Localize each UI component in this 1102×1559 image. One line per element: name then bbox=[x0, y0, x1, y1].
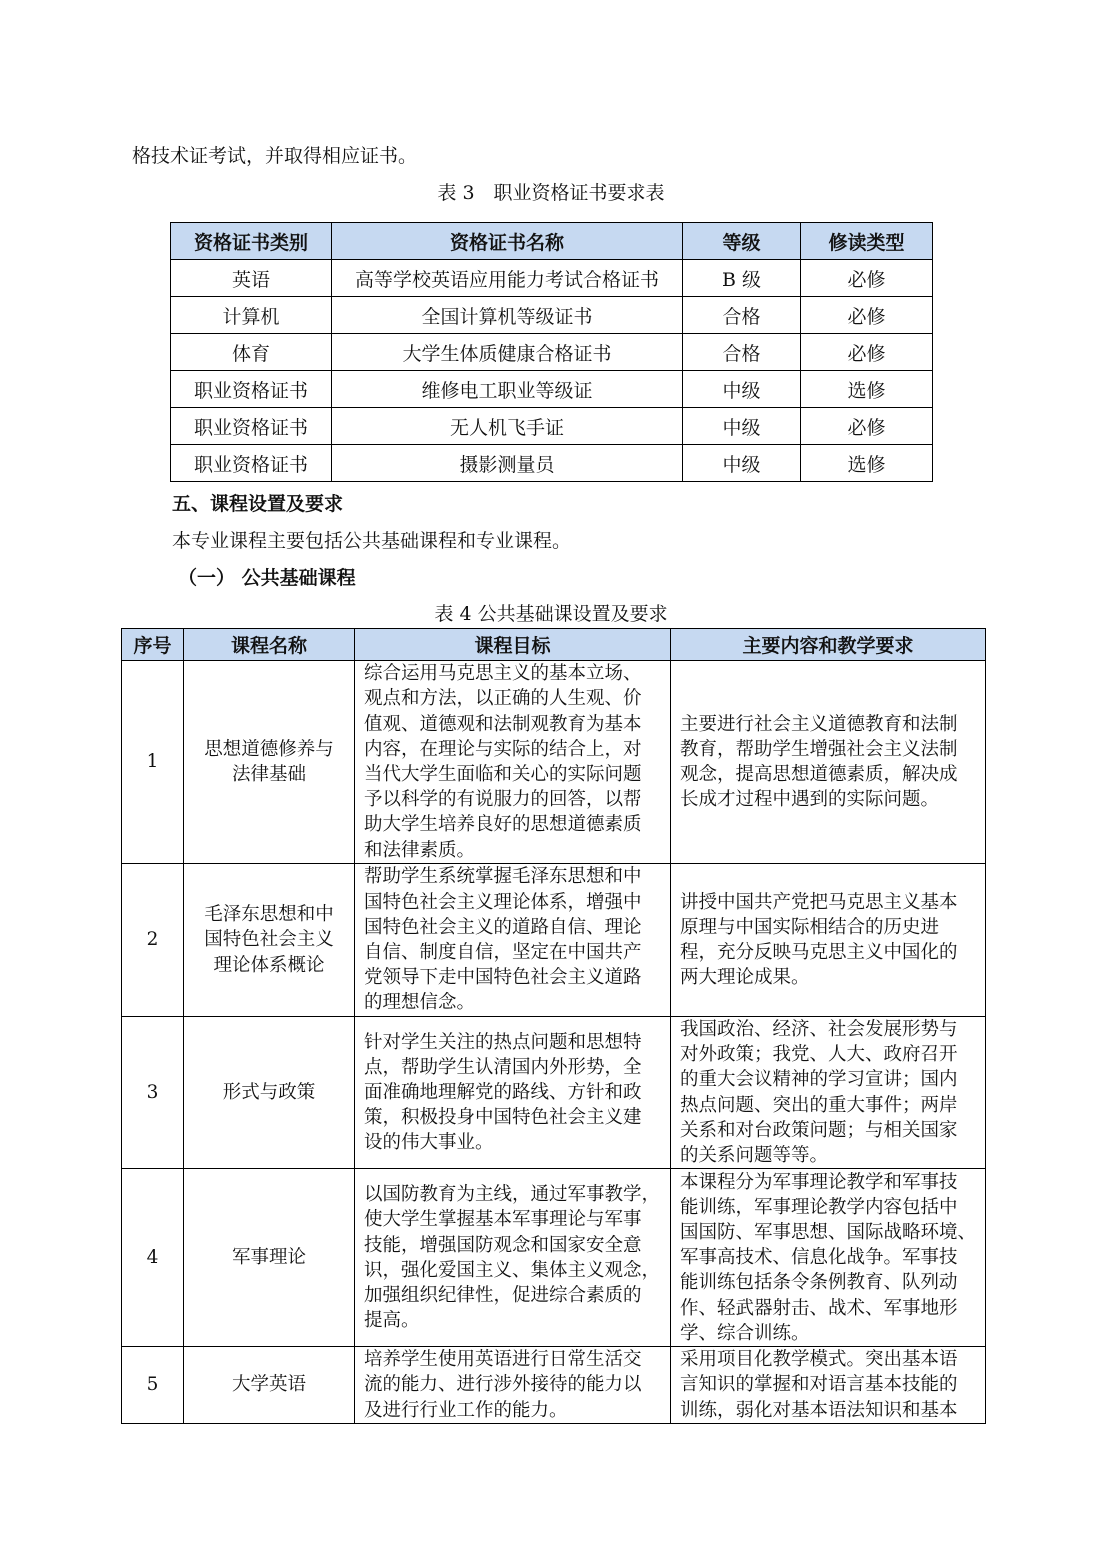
course-name-line: 形式与政策 bbox=[222, 1082, 316, 1103]
goal-line: 使大学生掌握基本军事理论与军事 bbox=[364, 1209, 642, 1231]
goal-line: 当代大学生面临和关心的实际问题 bbox=[364, 764, 642, 785]
content-line: 原理与中国实际相结合的历史进 bbox=[680, 916, 940, 938]
content-line: 教育，帮助学生增强社会主义法制 bbox=[680, 738, 958, 760]
table-row bbox=[122, 1169, 986, 1347]
cell-course-name bbox=[184, 661, 355, 864]
cell-index: 4 bbox=[122, 1169, 184, 1347]
cell-index: 1 bbox=[122, 661, 184, 864]
goal-line: 自信、制度自信，坚定在中国共产 bbox=[364, 942, 642, 963]
table-row bbox=[171, 297, 933, 334]
cell-course-content bbox=[671, 661, 986, 864]
content-line: 国国防、军事思想、国际战略环境、 bbox=[680, 1221, 977, 1243]
header-cert-name: 资格证书名称 bbox=[332, 223, 683, 260]
table-row bbox=[171, 445, 933, 482]
cell-type: 必修 bbox=[801, 297, 933, 334]
header-study-type: 修读类型 bbox=[801, 223, 933, 260]
goal-line: 提高。 bbox=[364, 1310, 420, 1332]
section-heading: 五、课程设置及要求 bbox=[172, 493, 344, 515]
certificate-requirements-table bbox=[170, 222, 933, 482]
content-line: 讲授中国共产党把马克思主义基本 bbox=[680, 891, 958, 913]
cell-type: 选修 bbox=[801, 445, 933, 482]
table-row bbox=[122, 864, 986, 1017]
cell-category: 英语 bbox=[171, 260, 332, 297]
course-name-line: 军事理论 bbox=[231, 1247, 306, 1269]
cell-index: 5 bbox=[122, 1347, 184, 1424]
content-line: 的关系问题等等。 bbox=[680, 1145, 829, 1167]
cell-course-content bbox=[671, 1017, 986, 1169]
course-name-line: 毛泽东思想和中 bbox=[204, 904, 334, 926]
table-header-row bbox=[171, 223, 933, 260]
content-line: 军事高技术、信息化战争。军事技 bbox=[680, 1247, 958, 1269]
table-row bbox=[122, 1017, 986, 1169]
header-course-content: 主要内容和教学要求 bbox=[671, 629, 986, 661]
cell-category: 职业资格证书 bbox=[171, 371, 332, 408]
header-course-goal: 课程目标 bbox=[355, 629, 671, 661]
content-line: 关系和对台政策问题；与相关国家 bbox=[680, 1119, 958, 1141]
cell-course-content bbox=[671, 1347, 986, 1424]
content-line: 我国政治、经济、社会发展形势与 bbox=[680, 1019, 958, 1040]
goal-line: 党领导下走中国特色社会主义道路 bbox=[364, 967, 642, 989]
goal-line: 的理想信念。 bbox=[364, 992, 476, 1014]
content-line: 学、综合训练。 bbox=[680, 1322, 810, 1344]
content-line: 能训练包括条令条例教育、队列动 bbox=[680, 1272, 958, 1294]
goal-line: 策，积极投身中国特色社会主义建 bbox=[364, 1107, 642, 1129]
content-line: 主要进行社会主义道德教育和法制 bbox=[680, 713, 958, 735]
cell-course-name bbox=[184, 864, 355, 1017]
cell-level: 中级 bbox=[683, 408, 801, 445]
cell-index: 3 bbox=[122, 1017, 184, 1169]
content-line: 作、轻武器射击、战术、军事地形 bbox=[680, 1297, 958, 1319]
table-row bbox=[122, 661, 986, 864]
cell-course-goal bbox=[355, 1347, 671, 1424]
course-name-line: 法律基础 bbox=[231, 764, 306, 785]
content-line: 的重大会议精神的学习宣讲；国内 bbox=[680, 1069, 958, 1091]
cell-type: 选修 bbox=[801, 371, 933, 408]
cell-level: 合格 bbox=[683, 297, 801, 334]
cell-type: 必修 bbox=[801, 334, 933, 371]
course-name-line: 大学英语 bbox=[231, 1374, 306, 1396]
subsection-heading: （一） 公共基础课程 bbox=[178, 567, 356, 589]
cell-name: 大学生体质健康合格证书 bbox=[332, 334, 683, 371]
goal-line: 予以科学的有说服力的回答，以帮 bbox=[364, 789, 642, 811]
goal-line: 内容，在理论与实际的结合上，对 bbox=[364, 738, 642, 760]
goal-line: 点，帮助学生认清国内外形势，全 bbox=[364, 1056, 642, 1078]
cell-category: 体育 bbox=[171, 334, 332, 371]
goal-line: 帮助学生系统掌握毛泽东思想和中 bbox=[364, 866, 642, 888]
cell-level: 合格 bbox=[683, 334, 801, 371]
course-name-line: 国特色社会主义 bbox=[204, 929, 334, 951]
cell-course-goal bbox=[355, 864, 671, 1017]
table-row bbox=[171, 334, 933, 371]
cell-name: 无人机飞手证 bbox=[332, 408, 683, 445]
cell-name: 摄影测量员 bbox=[332, 445, 683, 482]
goal-line: 和法律素质。 bbox=[364, 839, 476, 861]
cell-course-goal bbox=[355, 661, 671, 864]
goal-line: 值观、道德观和法制观教育为基本 bbox=[364, 713, 642, 735]
header-level: 等级 bbox=[683, 223, 801, 260]
content-line: 训练，弱化对基本语法知识和基本 bbox=[680, 1399, 958, 1421]
content-line: 程，充分反映马克思主义中国化的 bbox=[680, 942, 958, 963]
goal-line: 技能，增强国防观念和国家安全意 bbox=[364, 1234, 642, 1256]
cell-course-goal bbox=[355, 1017, 671, 1169]
table-header-row bbox=[122, 629, 986, 661]
cell-level: 中级 bbox=[683, 371, 801, 408]
table-row bbox=[171, 371, 933, 408]
course-name-line: 理论体系概论 bbox=[213, 954, 325, 976]
goal-line: 国特色社会主义的道路自信、理论 bbox=[364, 916, 642, 938]
cell-course-goal bbox=[355, 1169, 671, 1347]
cell-course-name bbox=[184, 1169, 355, 1347]
goal-line: 针对学生关注的热点问题和思想特 bbox=[364, 1031, 642, 1053]
content-line: 观念，提高思想道德素质，解决成 bbox=[680, 764, 958, 785]
content-line: 言知识的掌握和对语言基本技能的 bbox=[680, 1374, 958, 1396]
cell-level: 中级 bbox=[683, 445, 801, 482]
cell-course-content bbox=[671, 864, 986, 1017]
content-line: 热点问题、突出的重大事件；两岸 bbox=[680, 1094, 958, 1116]
goal-line: 观点和方法，以正确的人生观、价 bbox=[364, 688, 642, 710]
cell-name: 高等学校英语应用能力考试合格证书 bbox=[332, 260, 683, 297]
cell-type: 必修 bbox=[801, 408, 933, 445]
header-index: 序号 bbox=[122, 629, 184, 661]
cell-name: 维修电工职业等级证 bbox=[332, 371, 683, 408]
content-line: 能训练，军事理论教学内容包括中 bbox=[680, 1196, 958, 1218]
cell-name: 全国计算机等级证书 bbox=[332, 297, 683, 334]
goal-line: 国特色社会主义理论体系，增强中 bbox=[364, 891, 642, 913]
cell-category: 计算机 bbox=[171, 297, 332, 334]
cell-level: B 级 bbox=[683, 260, 801, 297]
goal-line: 设的伟大事业。 bbox=[364, 1132, 494, 1154]
table3-caption: 表 3 职业资格证书要求表 bbox=[437, 182, 665, 204]
table-row bbox=[171, 408, 933, 445]
content-line: 长成才过程中遇到的实际问题。 bbox=[680, 789, 940, 811]
header-cert-category: 资格证书类别 bbox=[171, 223, 332, 260]
cell-course-name bbox=[184, 1017, 355, 1169]
goal-line: 助大学生培养良好的思想道德素质 bbox=[364, 814, 642, 836]
goal-line: 培养学生使用英语进行日常生活交 bbox=[364, 1349, 642, 1371]
goal-line: 识，强化爱国主义、集体主义观念， bbox=[364, 1259, 661, 1281]
section-intro: 本专业课程主要包括公共基础课程和专业课程。 bbox=[172, 530, 572, 552]
cell-category: 职业资格证书 bbox=[171, 445, 332, 482]
table4-caption: 表 4 公共基础课设置及要求 bbox=[434, 603, 668, 625]
content-line: 采用项目化教学模式。突出基本语 bbox=[680, 1349, 958, 1371]
header-course-name: 课程名称 bbox=[184, 629, 355, 661]
cell-category: 职业资格证书 bbox=[171, 408, 332, 445]
table-row bbox=[122, 1347, 986, 1424]
goal-line: 及进行行业工作的能力。 bbox=[364, 1399, 568, 1421]
intro-paragraph-tail: 格技术证考试，并取得相应证书。 bbox=[132, 145, 418, 167]
public-courses-table bbox=[121, 628, 986, 1424]
cell-type: 必修 bbox=[801, 260, 933, 297]
goal-line: 加强组织纪律性，促进综合素质的 bbox=[364, 1284, 642, 1306]
table-row bbox=[171, 260, 933, 297]
content-line: 对外政策；我党、人大、政府召开 bbox=[680, 1044, 958, 1066]
cell-course-content bbox=[671, 1169, 986, 1347]
goal-line: 面准确地理解党的路线、方针和政 bbox=[364, 1082, 642, 1103]
content-line: 两大理论成果。 bbox=[680, 967, 810, 989]
course-name-line: 思想道德修养与 bbox=[204, 738, 334, 760]
goal-line: 流的能力、进行涉外接待的能力以 bbox=[364, 1374, 642, 1396]
goal-line: 综合运用马克思主义的基本立场、 bbox=[364, 663, 642, 685]
cell-index: 2 bbox=[122, 864, 184, 1017]
cell-course-name bbox=[184, 1347, 355, 1424]
goal-line: 以国防教育为主线，通过军事教学， bbox=[364, 1184, 661, 1206]
content-line: 本课程分为军事理论教学和军事技 bbox=[680, 1171, 958, 1193]
